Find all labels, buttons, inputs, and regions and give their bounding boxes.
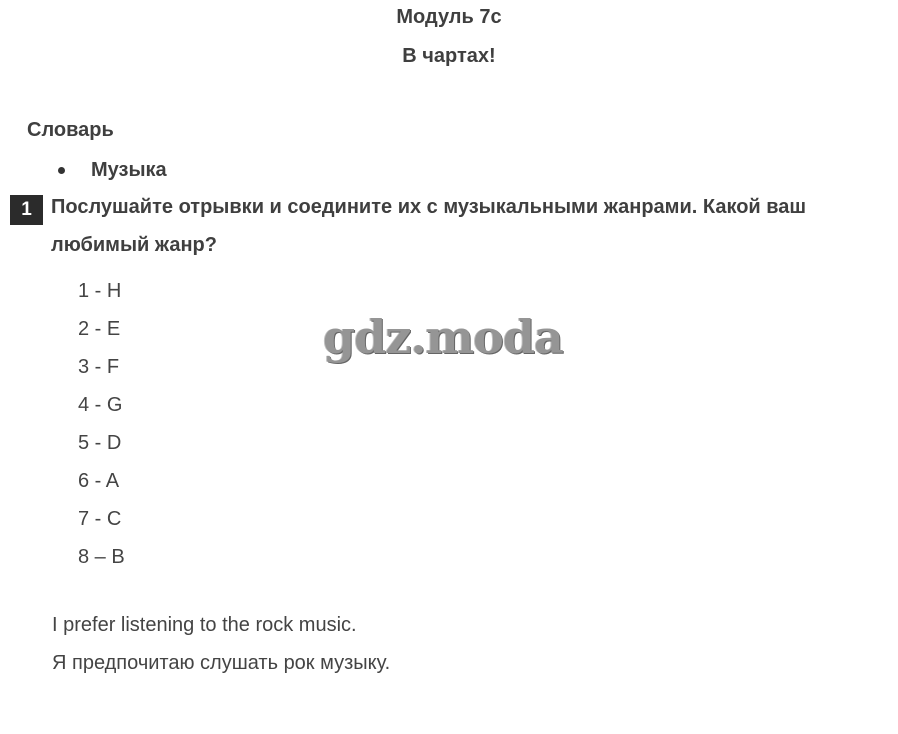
answer-english: I prefer listening to the rock music. <box>52 614 357 636</box>
vocabulary-heading: Словарь <box>27 119 114 141</box>
vocabulary-item-label: Музыка <box>91 159 167 181</box>
answer-item: 2 - E <box>78 318 121 340</box>
lesson-subtitle: В чартах! <box>402 45 496 67</box>
answer-item: 3 - F <box>78 356 120 378</box>
module-title: Модуль 7c <box>396 6 502 28</box>
vocabulary-list-item <box>58 159 167 182</box>
task-instruction: Послушайте отрывки и соедините их с музыкальными жанрами. Какой ваш любимый жанр? <box>51 196 807 256</box>
answer-list <box>78 272 125 576</box>
answer-item: 8 – B <box>78 546 125 568</box>
bullet-icon <box>58 167 65 174</box>
answer-item: 4 - G <box>78 394 123 416</box>
watermark-logo: gdz.moda <box>323 310 563 364</box>
answer-item: 6 - A <box>78 470 120 492</box>
answer-item: 1 - H <box>78 280 122 302</box>
answer-item: 7 - C <box>78 508 122 530</box>
task-number-badge: 1 <box>10 195 43 225</box>
answer-russian: Я предпочитаю слушать рок музыку. <box>52 652 391 674</box>
answer-item: 5 - D <box>78 432 122 454</box>
